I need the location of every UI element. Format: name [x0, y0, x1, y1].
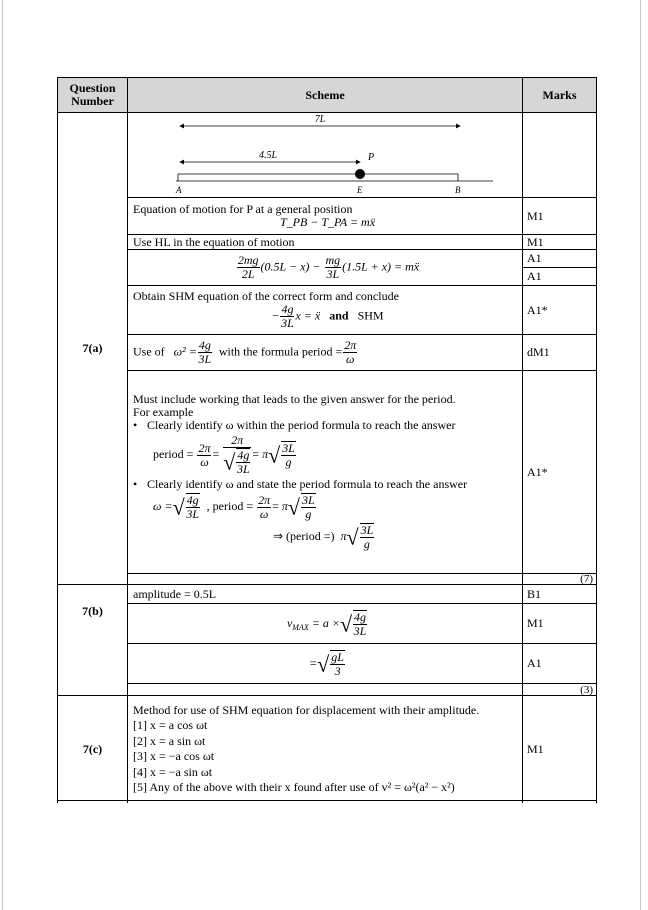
- scheme-vmax: $v_{MAX} = a$ ×√ $\frac{4g}{3L}$: [128, 604, 523, 644]
- mark: A1*: [523, 286, 597, 335]
- table-bottom-rule: [57, 800, 596, 801]
- scheme-vmax-result: =√ $\frac{gL}{3}$: [128, 644, 523, 684]
- total-length-label: 7L: [314, 114, 326, 125]
- page-edge-left: [2, 0, 3, 910]
- header-question: Question Number: [58, 78, 128, 113]
- scheme-shm-equation: Obtain SHM equation of the correct form and conclude − $\frac{4g}{3L}$ x = ẍ and SHM: [128, 286, 523, 335]
- mark: M1: [523, 696, 597, 803]
- partial-length-label: 4.5L: [258, 150, 278, 161]
- header-scheme: Scheme: [128, 78, 523, 113]
- point-a: A: [176, 185, 182, 195]
- part-a-total: (7): [523, 574, 597, 585]
- question-label-7b: 7(b): [58, 585, 128, 696]
- header-marks: Marks: [523, 78, 597, 113]
- scheme-hl-equation: $\frac{2mg}{2L}$ (0.5L − x) − $\frac{mg}{3L}$ (1.5L + x) = mẍ: [128, 250, 523, 286]
- question-label-7a: 7(a): [58, 113, 128, 585]
- part-b-total: (3): [523, 684, 597, 696]
- string-diagram: [128, 113, 523, 197]
- particle-label: P: [368, 152, 375, 163]
- mark: M1: [523, 604, 597, 644]
- mark: dM1: [523, 335, 597, 371]
- scheme-use-hl: Use HL in the equation of motion: [128, 235, 523, 250]
- page-edge-right: [640, 0, 641, 910]
- scheme-period-working: Must include working that leads to the given answer for the period. For example • Clearly identify ω within the period formula to reach the answer period = $\frac{2\pi}{\omega}$ = 2π √ $\frac{4g}{3L}$ = π√ $\frac{3L}{g}$ • Clearly identify ω and state the period formula to reach the answer ω =√ $\frac{4g}{3L}$ , period = $\frac{2\pi}{\omega}$ = π√ $\frac{3L}{g}$ ⇒ (period =) π√ $\frac{3L}{g}$: [128, 371, 523, 574]
- mark-scheme-table: [57, 77, 597, 803]
- header-row: [58, 78, 597, 113]
- point-e: E: [357, 185, 363, 195]
- mark: A1: [527, 269, 542, 283]
- scheme-use-of-omega: Use of ω² = $\frac{4g}{3L}$ with the formula period = $\frac{2\pi}{\omega}$: [128, 335, 523, 371]
- mark: A1: [523, 644, 597, 684]
- particle-p: [355, 169, 365, 179]
- question-label-7c: 7(c): [58, 696, 128, 803]
- scheme-amplitude: amplitude = 0.5L: [128, 585, 523, 604]
- mark: M1: [523, 235, 597, 250]
- point-b: B: [455, 185, 461, 195]
- mark: A1: [523, 250, 596, 268]
- diagram-cell: [128, 113, 523, 198]
- scheme-equation-of-motion: Equation of motion for P at a general position T_PB − T_PA = mẍ: [128, 198, 523, 235]
- mark: B1: [523, 585, 597, 604]
- scheme-shm-displacement: Method for use of SHM equation for displacement with their amplitude. [1] x = a cos ωt [2] x = a sin ωt [3] x = −a cos ωt [4] x = −a sin ωt [5] Any of the above with their x found after use of v² = ω²(a² − x²): [128, 696, 523, 803]
- mark: A1*: [523, 371, 597, 574]
- mark: M1: [523, 198, 597, 235]
